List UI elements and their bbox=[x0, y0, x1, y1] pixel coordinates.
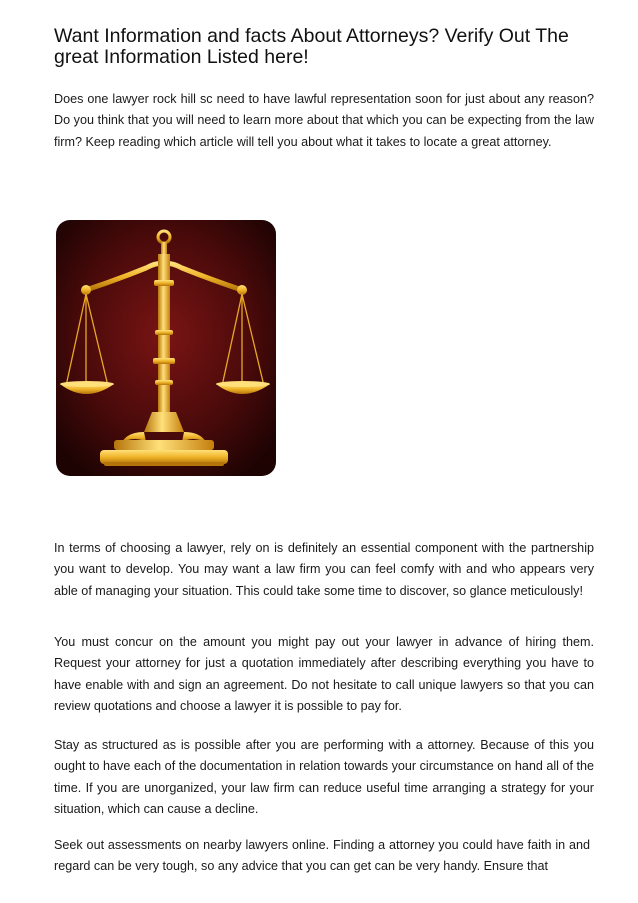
paragraph-intro: Does one lawyer rock hill sc need to have lawful representation soon for just about any reason? Do you think that you will need to learn more about that which you can be expecting from the law firm? Keep reading which article will tell you about what it takes to locate a great attorney. bbox=[54, 92, 594, 149]
scale-base-plinth bbox=[114, 440, 214, 450]
paragraph-organized: Stay as structured as is possible after you are performing with a attorney. Because of this you ought to have each of the documentation in relation towards your circumstance on hand all of the time. If you are unorganized, your law firm can reduce useful time arranging a strategy for your situation, which can cause a decline. bbox=[54, 738, 594, 817]
document-title: Want Information and facts About Attorneys? Verify Out The great Information Listed here! bbox=[54, 25, 569, 68]
paragraph-trust: In terms of choosing a lawyer, rely on is definitely an essential component with the partnership you want to develop. You may want a law firm you can feel comfy with and who appears very able of managing your situation. This could take some time to discover, so glance meticulously! bbox=[54, 541, 594, 598]
paragraph-reviews: Seek out assessments on nearby lawyers online. Finding a attorney you could have faith in and regard can be very tough, so any advice that you can get can be very handy. Ensure that bbox=[54, 838, 590, 874]
scales-of-justice-figure bbox=[56, 220, 276, 476]
scales-of-justice-icon bbox=[56, 220, 276, 476]
paragraph-fees: You must concur on the amount you might pay out your lawyer in advance of hiring them. Request your attorney for just a quotation immediately after describing everything you have to have enable with and sign an agreement. Do not hesitate to call unique lawyers so that you can review quotations and choose a lawyer it is possible to pay for. bbox=[54, 635, 594, 714]
